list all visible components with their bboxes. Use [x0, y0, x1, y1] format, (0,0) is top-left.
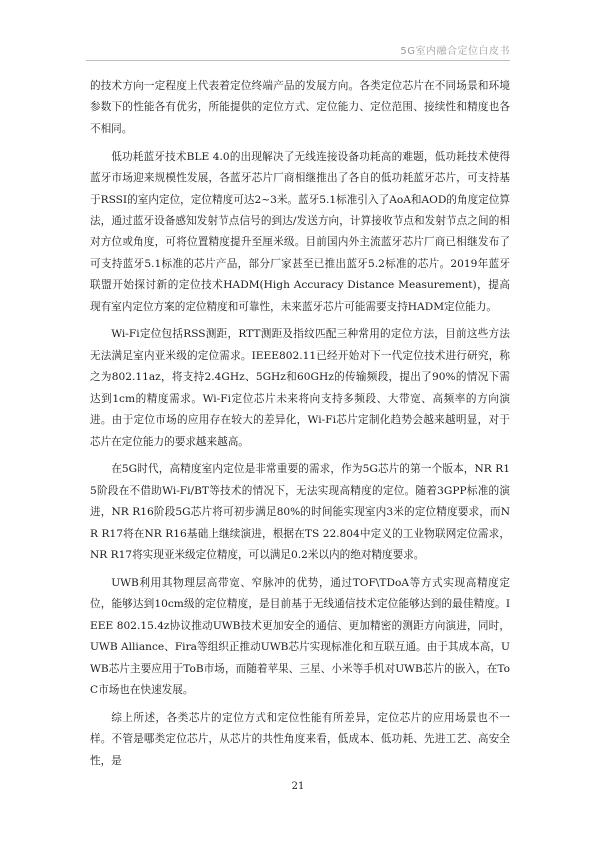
paragraph-uwb: UWB利用其物理层高带宽、窄脉冲的优势，通过TOF\TDoA等方式实现高精度定位，能够达到10cm级的定位精度，是目前基于无线通信技术定位能够达到的最佳精度。IEEE 802.15.4z协议推动UWB技术更加安全的通信、更加精密的测距方向演进，同时，UWB Alliance、Fira等组织正推动UWB芯片实现标准化和互联互通。由于其成本高，UWB芯片主要应用于ToB市场，而随着苹果、三星、小米等手机对UWB芯片的嵌入，在ToC市场也在快速发展。: [90, 576, 510, 696]
page-number: 21: [291, 781, 305, 792]
header-divider: [86, 60, 510, 61]
paragraph-wifi: Wi-Fi定位包括RSS测距，RTT测距及指纹匹配三种常用的定位方法，目前这些方法无法满足室内亚米级的定位需求。IEEE802.11已经开始对下一代定位技术进行研究，称之为802.11az，将支持2.4GHz、5GHz和60GHz的传输频段，提出了90%的情况下需达到1cm的精度需求。Wi-Fi定位芯片未来将向支持多频段、大带宽、高频率的方向演进。由于定位市场的应用存在较大的差异化，Wi-Fi芯片定制化趋势会越来越明显，对于芯片在定位能力的要求越来越高。: [90, 328, 510, 448]
paragraph-5g: 在5G时代，高精度室内定位是非常重要的需求，作为5G芯片的第一个版本，NR R15阶段在不借助Wi-Fi/BT等技术的情况下，无法实现高精度的定位。随着3GPP标准的演进，NR R16阶段5G芯片将可初步满足80%的时间能实现室内3米的定位精度要求，而NR R17将在NR R16基础上继续演进，根据在TS 22.804中定义的工业物联网定位需求，NR R17将实现亚米级定位精度，可以满足0.2米以内的绝对精度要求。: [90, 463, 510, 562]
running-header-title: 5G室内融合定位白皮书: [400, 46, 510, 57]
paragraph-bluetooth: 低功耗蓝牙技术BLE 4.0的出现解决了无线连接设备功耗高的难题，低功耗技术使得蓝牙市场迎来规模性发展，各蓝牙芯片厂商相继推出了各自的低功耗蓝牙芯片，可支持基于RSSI的室内定位，定位精度可达2~3米。蓝牙5.1标准引入了AoA和AOD的角度定位算法，通过蓝牙设备感知发射节点信号的到达/发送方向，计算接收节点和发射节点之间的相对方位或角度，可将位置精度提升至厘米级。目前国内外主流蓝牙芯片厂商已相继发布了可支持蓝牙5.1标准的芯片产品，部分厂家甚至已推出蓝牙5.2标准的芯片。2019年蓝牙联盟开始探讨新的定位技术HADM(High Accuracy Distance Measurement)，提高现有室内定位方案的定位精度和可靠性，未来蓝牙芯片可能需要支持HADM定位能力。: [90, 150, 510, 313]
paragraph-summary: 综上所述，各类芯片的定位方式和定位性能有所差异，定位芯片的应用场景也不一样。不管是哪类定位芯片，从芯片的共性角度来看，低成本、低功耗、先进工艺、高安全性，是: [90, 711, 510, 767]
paragraph-continuation: 的技术方向一定程度上代表着定位终端产品的发展方向。各类定位芯片在不同场景和环境参数下的性能各有优劣，所能提供的定位方式、定位能力、定位范围、接续性和精度也各不相同。: [90, 80, 510, 135]
body-text: [90, 76, 510, 779]
